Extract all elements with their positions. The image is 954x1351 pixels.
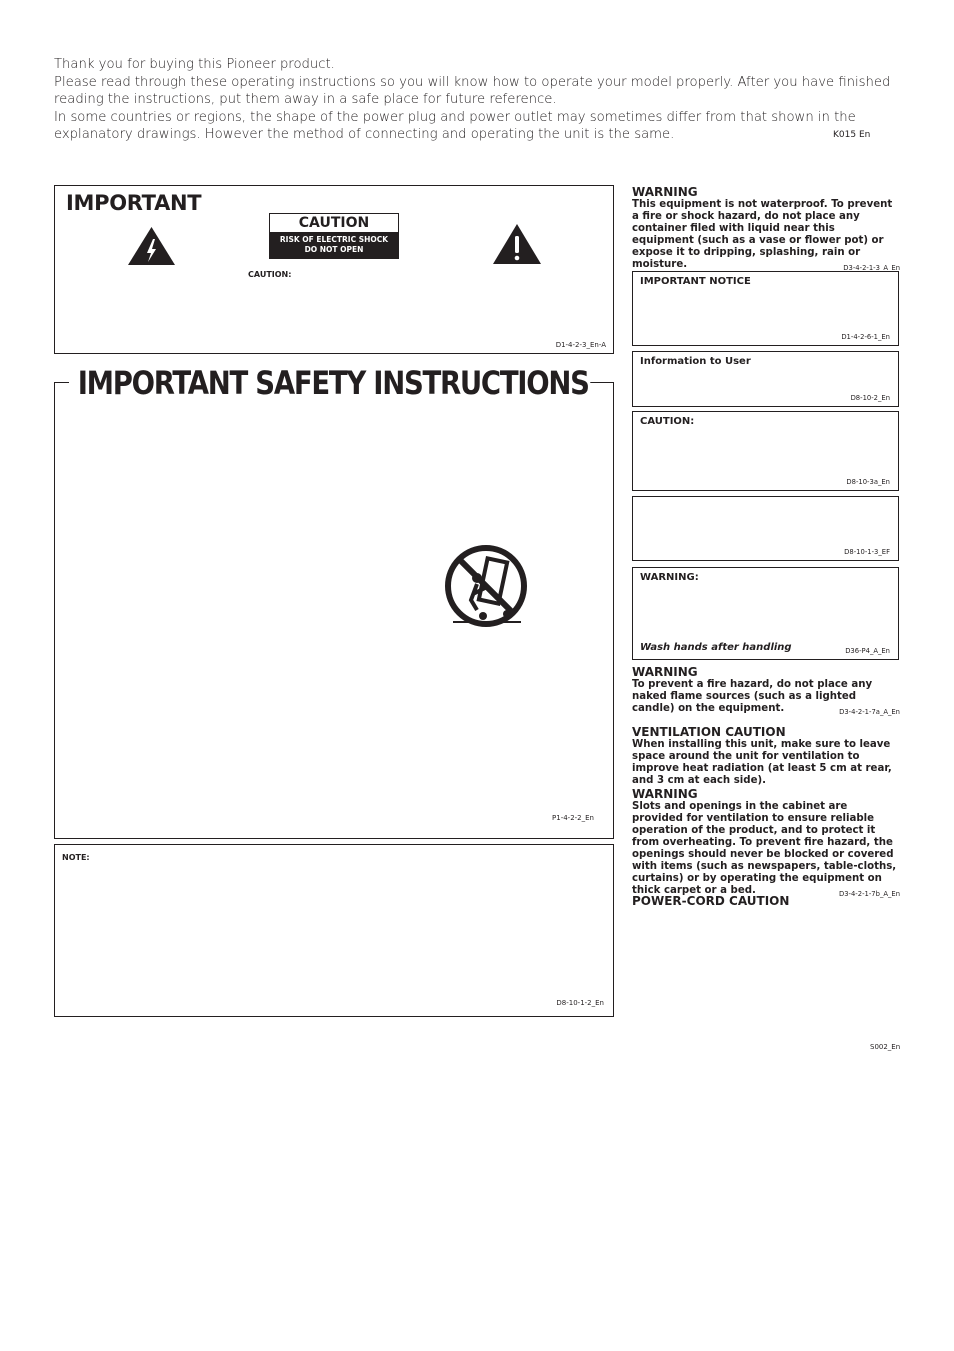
intro-code: K015 En [833, 130, 871, 140]
power-cord-caution [632, 894, 900, 908]
warning1-code: D3-4-2-1-3_A_En [843, 264, 900, 272]
caution-box [632, 411, 899, 491]
cart-warning-icon [443, 544, 529, 630]
caution-box-code: D8-10-3a_En [846, 478, 890, 486]
notice-label: IMPORTANT NOTICE [640, 276, 751, 287]
warning2-text: To prevent a fire hazard, do not place any naked flame sources (such as a lighted candle) on the equipment. [632, 679, 873, 714]
warning1-title: WARNING [632, 185, 698, 199]
safety-instructions-box [54, 382, 614, 839]
caution-text-label: CAUTION: [248, 270, 292, 279]
warning-waterproof [632, 185, 900, 274]
warning-box-italic: Wash hands after handling [640, 642, 792, 653]
footer-code: S002_En [870, 1043, 901, 1051]
important-box [54, 185, 614, 354]
warning2-title: WARNING [632, 665, 698, 679]
warning-box-code: D36-P4_A_En [845, 647, 890, 655]
safety-code: P1-4-2-2_En [552, 814, 594, 822]
blank-notice-box [632, 496, 899, 561]
info-label: Information to User [640, 356, 751, 367]
blank-box-code: D8-10-1-3_EF [844, 548, 890, 556]
note-label: NOTE: [62, 853, 90, 862]
warning1-text: This equipment is not waterproof. To prevent a fire or shock hazard, do not place any container filed with liquid near this equipment (such as a vase or flower pot) or expose it to dripping, splashing, rain or moisture. [632, 199, 893, 270]
important-code: D1-4-2-3_En-A [555, 341, 606, 349]
caution-sub-1: RISK OF ELECTRIC SHOCK [279, 235, 389, 244]
warning-box-label: WARNING: [640, 572, 699, 583]
intro-line-2: Please read through these operating instructions so you will know how to operate your model properly. After you have finished reading the instructions, put them away in a safe place for future reference. [54, 74, 891, 108]
warning-box [632, 567, 899, 660]
intro-line-1: Thank you for buying this Pioneer product. [54, 57, 335, 72]
note-box [54, 844, 614, 1017]
important-notice-box [632, 271, 899, 346]
warning3-title: WARNING [632, 787, 698, 801]
note-code: D8-10-1-2_En [556, 999, 604, 1007]
important-title: IMPORTANT [66, 191, 202, 215]
vent-text: When installing this unit, make sure to leave space around the unit for ventilation to improve heat radiation (at least 5 cm at rear, and 3 cm at each side). [632, 739, 892, 786]
caution-sub-2: DO NOT OPEN [304, 245, 364, 254]
intro-line-3: In some countries or regions, the shape of the power plug and power outlet may sometimes differ from that shown in the explanatory drawings. However the method of connecting and operating the unit is the same. [54, 109, 856, 143]
notice-code: D1-4-2-6-1_En [841, 333, 890, 341]
vent-title: VENTILATION CAUTION [632, 725, 786, 739]
caution-label-title: CAUTION [298, 215, 370, 231]
warning-flame [632, 665, 900, 718]
warning3-text: Slots and openings in the cabinet are provided for ventilation to ensure reliable operation of the product, and to protect it from overheating. To prevent fire hazard, the openings should never be blocked or covered with items (such as newspapers, table-cloths, curtains) or by operating the equipment on thick carpet or a bed. [632, 801, 897, 896]
warning2-code: D3-4-2-1-7a_A_En [839, 708, 900, 716]
lightning-warning-icon [127, 226, 176, 266]
caution-label [269, 213, 399, 259]
safety-title: IMPORTANT SAFETY INSTRUCTIONS [77, 364, 589, 402]
info-to-user-box [632, 351, 899, 407]
intro-text [54, 56, 904, 144]
exclamation-warning-icon [492, 223, 542, 265]
ventilation-caution [632, 725, 900, 900]
caution-label-sub [270, 232, 398, 258]
powercord-title: POWER-CORD CAUTION [632, 894, 790, 908]
warning3-code: D3-4-2-1-7b_A_En [838, 890, 900, 898]
info-code: D8-10-2_En [850, 394, 890, 402]
caution-box-label: CAUTION: [640, 416, 695, 427]
